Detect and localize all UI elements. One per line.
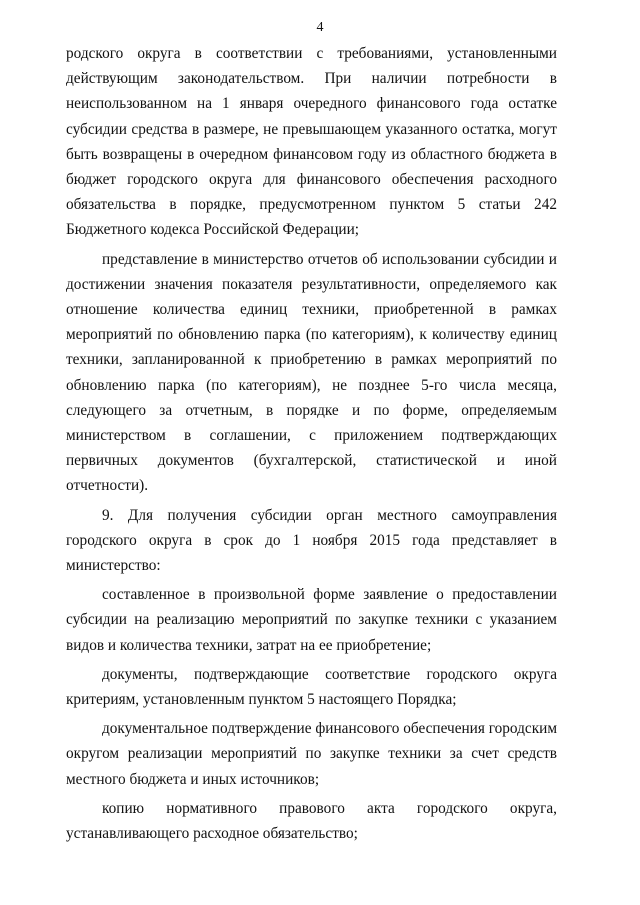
paragraph-application: составленное в произвольной форме заявление о предоставлении субсидии на реализацию мероприятий по закупке техники с указанием видов и количества техники, затрат на ее приобретение; (66, 586, 557, 654)
page-number: 4 (316, 20, 324, 35)
document-body (66, 41, 557, 850)
paragraph-compliance-documents: документы, подтверждающие соответствие городского округа критериям, установленным пунктом 5 настоящего Порядка; (66, 665, 557, 709)
paragraph-continuation: родского округа в соответствии с требованиями, установленными действующим законодательством. При наличии потребности в неиспользованном на 1 января очередного финансового года остатке субсидии средства в размере, не превышающем указанного остатка, могут быть возвращены в очередном финансовом году из областного бюджета в бюджет городского округа для финансового обеспечения расходного обязательства в порядке, предусмотренном пунктом 5 статьи 242 Бюджетного кодекса Российской Федерации; (66, 45, 557, 239)
paragraph-item-9: 9. Для получения субсидии орган местного самоуправления городского округа в срок до 1 ноября 2015 года представляет в министерство: (66, 506, 557, 575)
paragraph-financial-confirmation: документальное подтверждение финансового обеспечения городским округом реализации мероприятий по закупке техники за счет средств местного бюджета и иных источников; (66, 720, 557, 788)
paragraph-report-requirement: представление в министерство отчетов об использовании субсидии и достижении значения показателя результативности, определяемого как отношение количества единиц техники, приобретенной в рамках мероприятий по обновлению парка (по категориям), к количеству единиц техники, запланированной к приобретению в рамках мероприятий по обновлению парка (по категориям), не позднее 5-го числа месяца, следующего за отчетным, в порядке и по форме, определяемым министерством в соглашении, с приложением подтверждающих первичных документов (бухгалтерской, статистической и иной отчетности). (66, 250, 557, 495)
paragraph-legal-act-copy: копию нормативного правового акта городского округа, устанавливающего расходное обязательство; (66, 799, 557, 843)
